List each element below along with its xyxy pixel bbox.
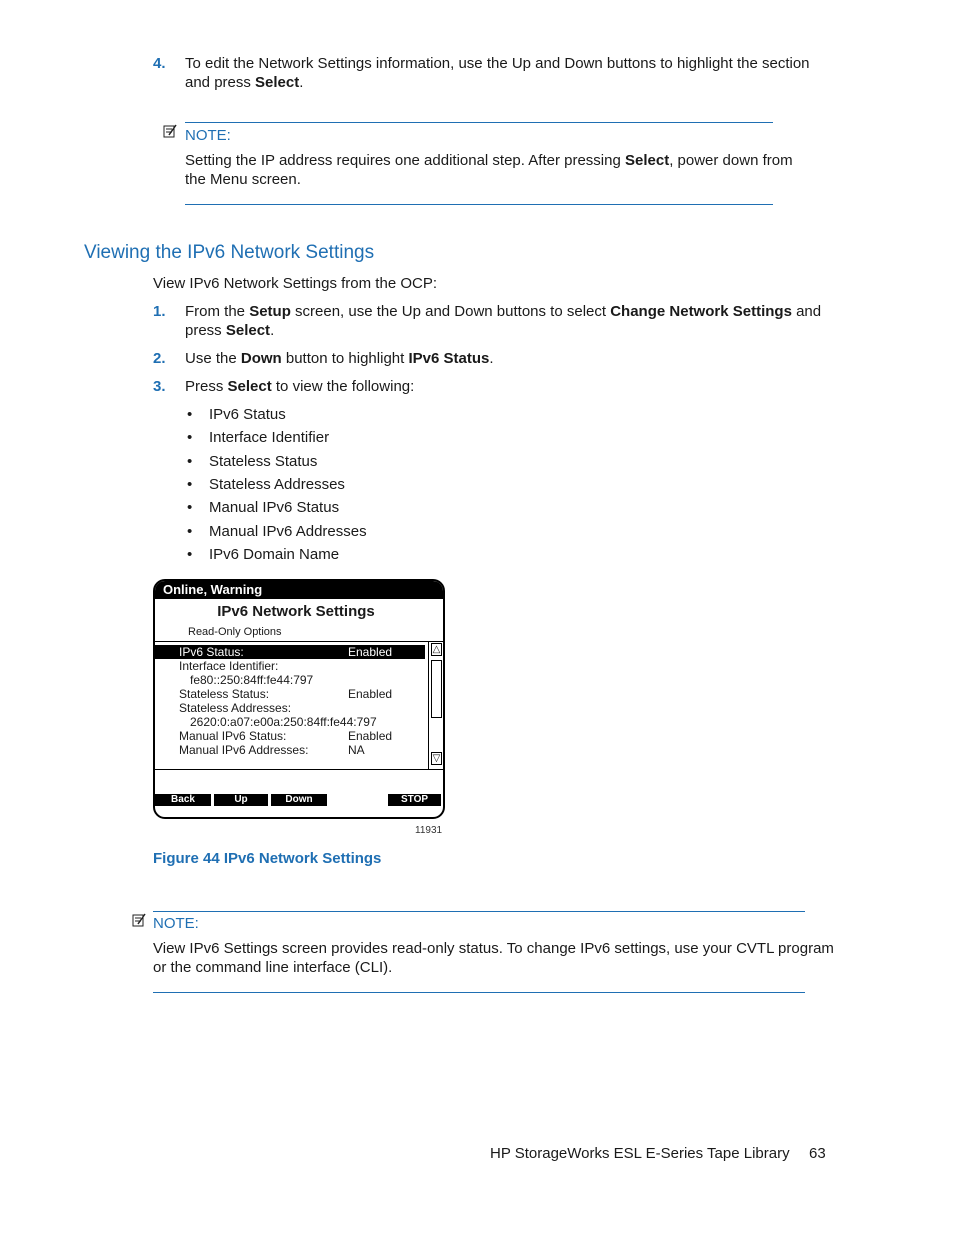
divider: [155, 769, 443, 770]
step-4-line-2: [185, 73, 303, 92]
section-intro: View IPv6 Network Settings from the OCP:: [153, 275, 437, 292]
interface-identifier-label: Interface Identifier:: [179, 659, 279, 673]
note-label: NOTE:: [153, 915, 199, 932]
note-line-2: the Menu screen.: [185, 171, 301, 188]
stateless-addresses-label: Stateless Addresses:: [179, 701, 292, 715]
bullet: •: [187, 499, 193, 516]
screen-title: IPv6 Network Settings: [217, 603, 375, 620]
section-heading: Viewing the IPv6 Network Settings: [84, 242, 375, 263]
ipv6-status-term: IPv6 Status: [408, 350, 490, 367]
manual-ipv6-status-label: Manual IPv6 Status:: [179, 729, 287, 743]
text: , power down from: [669, 152, 793, 169]
select-term: Select: [625, 152, 670, 169]
note-icon: [132, 913, 146, 927]
ocp-screen: [153, 579, 445, 819]
bullet: •: [187, 546, 193, 563]
bullet: •: [187, 406, 193, 423]
list-item-text: IPv6 Domain Name: [209, 546, 340, 563]
text: press: [185, 322, 226, 339]
note-line-1: View IPv6 Settings screen provides read-only status. To change IPv6 settings, use your CVTL program: [153, 940, 834, 957]
page-number: 63: [809, 1145, 826, 1162]
text: .: [270, 322, 275, 339]
note-bottom-rule: [153, 992, 805, 993]
scrollbar[interactable]: [428, 641, 445, 769]
step-4-line-1: To edit the Network Settings information, use the Up and Down buttons to highlight the section: [185, 55, 810, 72]
stateless-status-value: Enabled: [348, 687, 393, 701]
step-1-number: 1.: [153, 303, 166, 320]
footer-title: HP StorageWorks ESL E-Series Tape Library: [490, 1145, 790, 1162]
figure-caption: Figure 44 IPv6 Network Settings: [153, 850, 382, 867]
interface-identifier-value: fe80::250:84ff:fe44:797: [190, 673, 314, 687]
step-3-text: [185, 377, 414, 396]
list-item-text: Manual IPv6 Status: [209, 499, 340, 516]
down-term: Down: [240, 350, 282, 367]
setup-term: Setup: [249, 303, 291, 320]
note-top-rule: [153, 911, 805, 912]
text: and: [791, 303, 822, 320]
scroll-thumb[interactable]: [431, 660, 442, 718]
step-4-number: 4.: [153, 55, 166, 72]
select-term: Select: [227, 378, 272, 395]
bullet-list: [187, 405, 487, 575]
text: button to highlight: [281, 350, 409, 367]
note-top-rule: [185, 122, 773, 123]
screen-subtitle: Read-Only Options: [188, 626, 282, 638]
step-1-line-2: [185, 321, 274, 340]
step-1-line-1: [185, 302, 821, 321]
text: to view the following:: [271, 378, 415, 395]
select-term: Select: [225, 322, 271, 339]
back-button[interactable]: Back: [155, 794, 211, 806]
text: .: [489, 350, 494, 367]
stateless-addresses-value: 2620:0:a07:e00a:250:84ff:fe44:797: [190, 715, 377, 729]
select-term: Select: [255, 74, 300, 91]
divider: [155, 641, 443, 642]
text: screen, use the Up and Down buttons to select: [290, 303, 611, 320]
manual-ipv6-addresses-label: Manual IPv6 Addresses:: [179, 743, 309, 757]
list-item-text: Stateless Status: [209, 453, 318, 470]
up-button[interactable]: Up: [214, 794, 268, 806]
list-item-text: Interface Identifier: [209, 429, 330, 446]
scroll-down-icon[interactable]: ▽: [432, 753, 441, 764]
text: .: [299, 74, 304, 91]
list-item-text: IPv6 Status: [209, 406, 286, 423]
change-network-settings-term: Change Network Settings: [610, 303, 792, 320]
note-bottom-rule: [185, 204, 773, 205]
stop-button[interactable]: STOP: [388, 794, 441, 806]
text: Press: [185, 378, 228, 395]
scroll-up-icon[interactable]: △: [432, 644, 441, 655]
text: and press: [185, 74, 256, 91]
stateless-status-label: Stateless Status:: [179, 687, 270, 701]
step-2-text: [185, 349, 494, 368]
ipv6-status-value: Enabled: [348, 645, 393, 659]
manual-ipv6-addresses-value: NA: [348, 743, 365, 757]
text: Setting the IP address requires one additional step. After pressing: [185, 152, 625, 169]
figure-id: 11931: [415, 825, 443, 836]
step-3-number: 3.: [153, 378, 166, 395]
text: From the: [185, 303, 250, 320]
manual-ipv6-status-value: Enabled: [348, 729, 393, 743]
list-item-text: Manual IPv6 Addresses: [209, 523, 367, 540]
note-icon: [163, 124, 177, 138]
bullet: •: [187, 523, 193, 540]
note-line-2: or the command line interface (CLI).: [153, 959, 393, 976]
bullet: •: [187, 453, 193, 470]
text: Use the: [185, 350, 241, 367]
note-line-1: [185, 151, 793, 170]
list-item-text: Stateless Addresses: [209, 476, 345, 493]
bullet: •: [187, 429, 193, 446]
status-bar: Online, Warning: [155, 581, 443, 599]
bullet: •: [187, 476, 193, 493]
note-label: NOTE:: [185, 127, 231, 144]
ipv6-status-label[interactable]: IPv6 Status:: [179, 645, 244, 659]
step-2-number: 2.: [153, 350, 166, 367]
down-button[interactable]: Down: [271, 794, 327, 806]
